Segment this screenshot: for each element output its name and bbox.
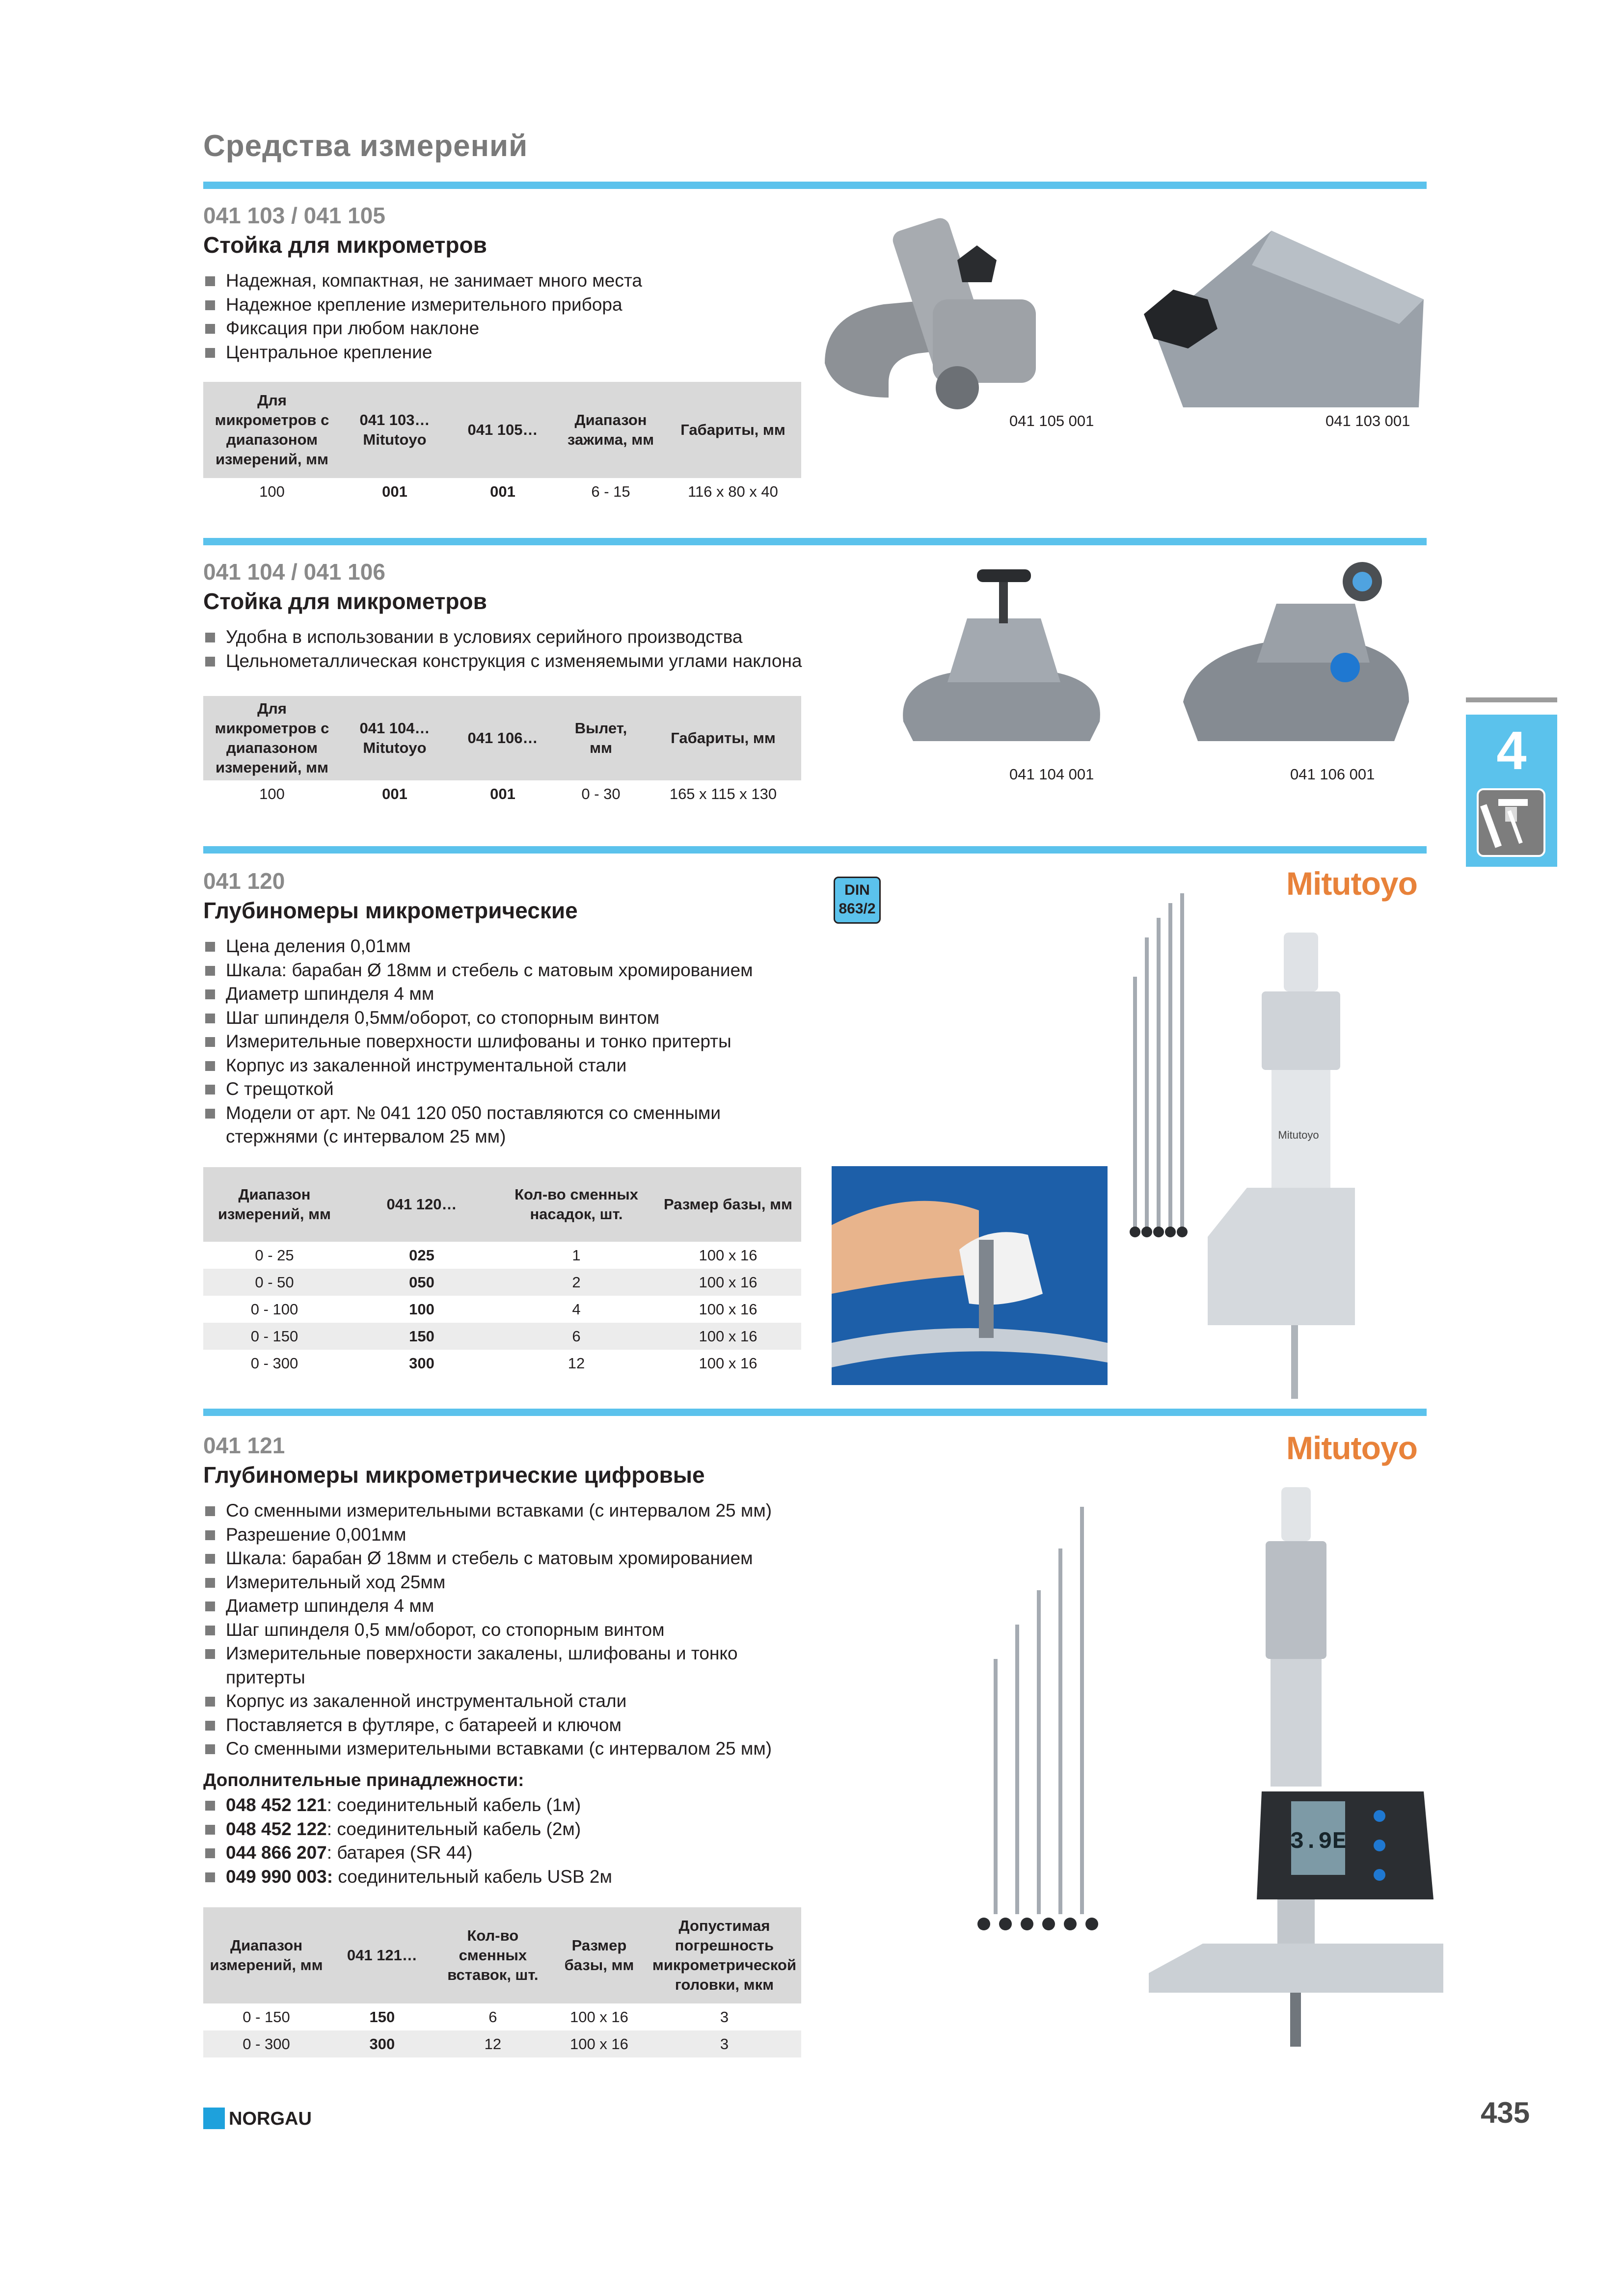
din-badge-line: DIN [844, 882, 870, 898]
table-cell: 6 [498, 1323, 655, 1350]
table-cell: 165 x 115 x 130 [669, 785, 777, 802]
column-header: Размер базы, мм [655, 1167, 801, 1242]
micrometer-stand-image [893, 560, 1109, 746]
article-number: 041 103 / 041 105 [203, 203, 385, 228]
column-header: Допустимая погрешность микрометрической головки, мкм [648, 1907, 801, 2003]
column-header: Габариты, мм [645, 696, 801, 780]
table-cell: 3 [648, 2030, 801, 2057]
column-header: 041 121… [329, 1907, 435, 2003]
column-header: Вылет, мм [557, 696, 645, 780]
accessory-item [203, 1793, 612, 1817]
table-cell: 300 [409, 1354, 434, 1372]
table-cell: 100 x 16 [655, 1323, 801, 1350]
feature-item: Надежное крепление измерительного прибора [203, 293, 642, 317]
brand-logo: Mitutoyo [1286, 1430, 1417, 1466]
image-caption: 041 103 001 [1325, 412, 1410, 429]
article-number: 041 120 [203, 868, 285, 894]
micrometer-stand-image [1124, 211, 1429, 417]
accessory-text: : соединительный кабель (2м) [326, 1818, 581, 1839]
accessories-heading: Дополнительные принадлежности: [203, 1770, 524, 1790]
feature-item: Разрешение 0,001мм [203, 1523, 817, 1547]
feature-item: Шкала: барабан Ø 18мм и стебель с матовым хромированием [203, 959, 792, 983]
column-header: Кол-во сменных вставок, шт. [435, 1907, 551, 2003]
table-row [203, 1242, 801, 1269]
feature-item: Шкала: барабан Ø 18мм и стебель с матовым хромированием [203, 1547, 817, 1571]
table-cell: 100 x 16 [699, 1246, 757, 1264]
table-row [203, 1269, 801, 1296]
product-title: Глубиномеры микрометрические [203, 898, 578, 923]
spec-table [203, 1167, 801, 1377]
table-cell: 100 x 16 [699, 1300, 757, 1318]
table-cell: 0 - 25 [255, 1246, 294, 1264]
table-cell: 001 [382, 785, 407, 802]
table-cell: 100 [259, 482, 285, 500]
table-row [203, 1350, 801, 1377]
column-header: 041 120… [346, 1167, 498, 1242]
norgau-logo-icon [203, 2108, 225, 2129]
feature-item: Цена деления 0,01мм [203, 934, 792, 959]
table-cell: 025 [409, 1246, 434, 1264]
section-divider [203, 182, 1427, 189]
accessory-code: 044 866 207 [226, 1842, 327, 1863]
table-row [203, 478, 801, 505]
table-cell: 100 [259, 785, 285, 802]
table-cell: 100 x 16 [699, 1354, 757, 1372]
measuring-rods-image [972, 1502, 1100, 1944]
accessory-text: : соединительный кабель (1м) [326, 1795, 581, 1815]
caliper-icon [1477, 788, 1545, 857]
feature-item: Измерительные поверхности шлифованы и тонко притерты [203, 1030, 792, 1054]
table-cell: 150 [346, 1323, 498, 1350]
chapter-tab-line [1466, 697, 1557, 702]
feature-item: С трещоткой [203, 1077, 792, 1101]
accessory-item [203, 1817, 612, 1842]
table-cell: 6 [488, 2008, 497, 2026]
image-caption: 041 105 001 [1009, 412, 1094, 429]
column-header: Кол-во сменных насадок, шт. [498, 1167, 655, 1242]
feature-item: Поставляется в футляре, с батареей и ключом [203, 1713, 817, 1737]
micrometer-stand-image [815, 201, 1085, 427]
feature-item: Фиксация при любом наклоне [203, 317, 642, 341]
image-caption: 041 104 001 [1009, 766, 1094, 783]
table-cell: 3 [720, 2008, 729, 2026]
feature-item: Шаг шпинделя 0,5мм/оборот, со стопорным винтом [203, 1006, 792, 1030]
accessories-list [203, 1793, 612, 1889]
table-cell: 12 [435, 2030, 551, 2057]
table-cell: 0 - 300 [250, 1354, 298, 1372]
feature-item: Со сменными измерительными вставками (с интервалом 25 мм) [203, 1499, 817, 1523]
digital-depth-micrometer-image [1149, 1487, 1453, 2047]
table-cell: 300 [329, 2030, 435, 2057]
accessory-text: : батарея (SR 44) [326, 1842, 473, 1863]
table-cell: 6 - 15 [591, 482, 630, 500]
column-header: Для микрометров с диапазоном измерений, мм [203, 382, 341, 478]
footer-brand: NORGAU [229, 2109, 312, 2129]
column-header: 041 104… Mitutoyo [341, 696, 449, 780]
section-divider [203, 538, 1427, 545]
depth-micrometer-image [1129, 893, 1355, 1399]
feature-item: Измерительный ход 25мм [203, 1571, 817, 1595]
accessory-item [203, 1865, 612, 1889]
table-cell: 0 - 150 [203, 1323, 346, 1350]
table-cell: 050 [346, 1269, 498, 1296]
product-title: Стойка для микрометров [203, 232, 487, 258]
column-header: Диапазон зажима, мм [557, 382, 665, 478]
table-cell: 0 - 150 [243, 2008, 290, 2026]
feature-item: Корпус из закаленной инструментальной стали [203, 1689, 817, 1713]
column-header: Диапазон измерений, мм [203, 1167, 346, 1242]
feature-item: Диаметр шпинделя 4 мм [203, 982, 792, 1006]
feature-list [203, 269, 642, 364]
spec-table [203, 1907, 801, 2057]
table-cell: 150 [369, 2008, 395, 2026]
table-cell: 116 x 80 x 40 [688, 482, 778, 500]
accessory-text: соединительный кабель USB 2м [333, 1866, 612, 1887]
article-number: 041 104 / 041 106 [203, 559, 385, 585]
table-cell: 100 x 16 [655, 1269, 801, 1296]
table-row [203, 2030, 801, 2057]
column-header: Диапазон измерений, мм [203, 1907, 329, 2003]
table-cell: 100 x 16 [569, 2008, 628, 2026]
micrometer-stand-image [1178, 555, 1414, 746]
table-row [203, 1296, 801, 1323]
table-row [203, 2003, 801, 2030]
product-title: Стойка для микрометров [203, 588, 487, 614]
table-cell: 100 [409, 1300, 434, 1318]
column-header: Габариты, мм [665, 382, 801, 478]
feature-item: Центральное крепление [203, 341, 642, 365]
spec-table [203, 382, 801, 505]
table-cell: 0 - 300 [203, 2030, 329, 2057]
page-title: Средства измерений [203, 129, 528, 163]
feature-item: Корпус из закаленной инструментальной стали [203, 1054, 792, 1078]
product-title: Глубиномеры микрометрические цифровые [203, 1462, 705, 1488]
image-label: Mitutoyo [1278, 1129, 1319, 1141]
usage-photo [832, 1166, 1108, 1385]
table-cell: 001 [382, 482, 407, 500]
table-cell: 001 [490, 482, 515, 500]
feature-list [203, 1499, 817, 1761]
column-header: Размер базы, мм [551, 1907, 648, 2003]
feature-item: Измерительные поверхности закалены, шлифованы и тонко притерты [203, 1642, 817, 1689]
table-cell: 12 [568, 1354, 585, 1372]
spec-table [203, 696, 801, 807]
feature-list [203, 625, 802, 673]
accessory-code: 049 990 003: [226, 1866, 333, 1887]
accessory-item [203, 1841, 612, 1865]
din-badge-line: 863/2 [839, 901, 876, 917]
brand-logo: Mitutoyo [1286, 865, 1417, 902]
column-header: 041 106… [449, 696, 557, 780]
column-header: 041 103… Mitutoyo [341, 382, 449, 478]
table-row [203, 1323, 801, 1350]
column-header: Для микрометров с диапазоном измерений, мм [203, 696, 341, 780]
feature-item: Диаметр шпинделя 4 мм [203, 1594, 817, 1618]
chapter-tab[interactable] [1466, 715, 1557, 867]
section-divider [203, 846, 1427, 854]
image-caption: 041 106 001 [1290, 766, 1375, 783]
table-cell: 100 x 16 [551, 2030, 648, 2057]
article-number: 041 121 [203, 1433, 285, 1458]
chapter-number: 4 [1496, 721, 1527, 781]
table-cell: 2 [498, 1269, 655, 1296]
din-badge [834, 877, 881, 924]
table-cell: 0 - 100 [250, 1300, 298, 1318]
page-number: 435 [1481, 2096, 1530, 2129]
feature-item: Модели от арт. № 041 120 050 поставляются со сменными стержнями (с интервалом 25 мм) [203, 1101, 792, 1149]
digital-display-value: 3.9E [1290, 1829, 1347, 1855]
accessory-code: 048 452 121 [226, 1795, 327, 1815]
feature-item: Со сменными измерительными вставками (с интервалом 25 мм) [203, 1737, 817, 1761]
feature-item: Надежная, компактная, не занимает много места [203, 269, 642, 293]
feature-list [203, 934, 792, 1149]
table-cell: 0 - 50 [203, 1269, 346, 1296]
table-cell: 1 [572, 1246, 581, 1264]
table-cell: 4 [572, 1300, 581, 1318]
column-header: 041 105… [449, 382, 557, 478]
feature-item: Цельнометаллическая конструкция с изменяемыми углами наклона [203, 649, 802, 673]
table-cell: 0 - 30 [581, 785, 621, 802]
table-cell: 001 [490, 785, 515, 802]
table-row [203, 780, 801, 807]
accessory-code: 048 452 122 [226, 1818, 327, 1839]
section-divider [203, 1409, 1427, 1416]
feature-item: Шаг шпинделя 0,5 мм/оборот, со стопорным винтом [203, 1618, 817, 1642]
feature-item: Удобна в использовании в условиях серийного производства [203, 625, 802, 649]
